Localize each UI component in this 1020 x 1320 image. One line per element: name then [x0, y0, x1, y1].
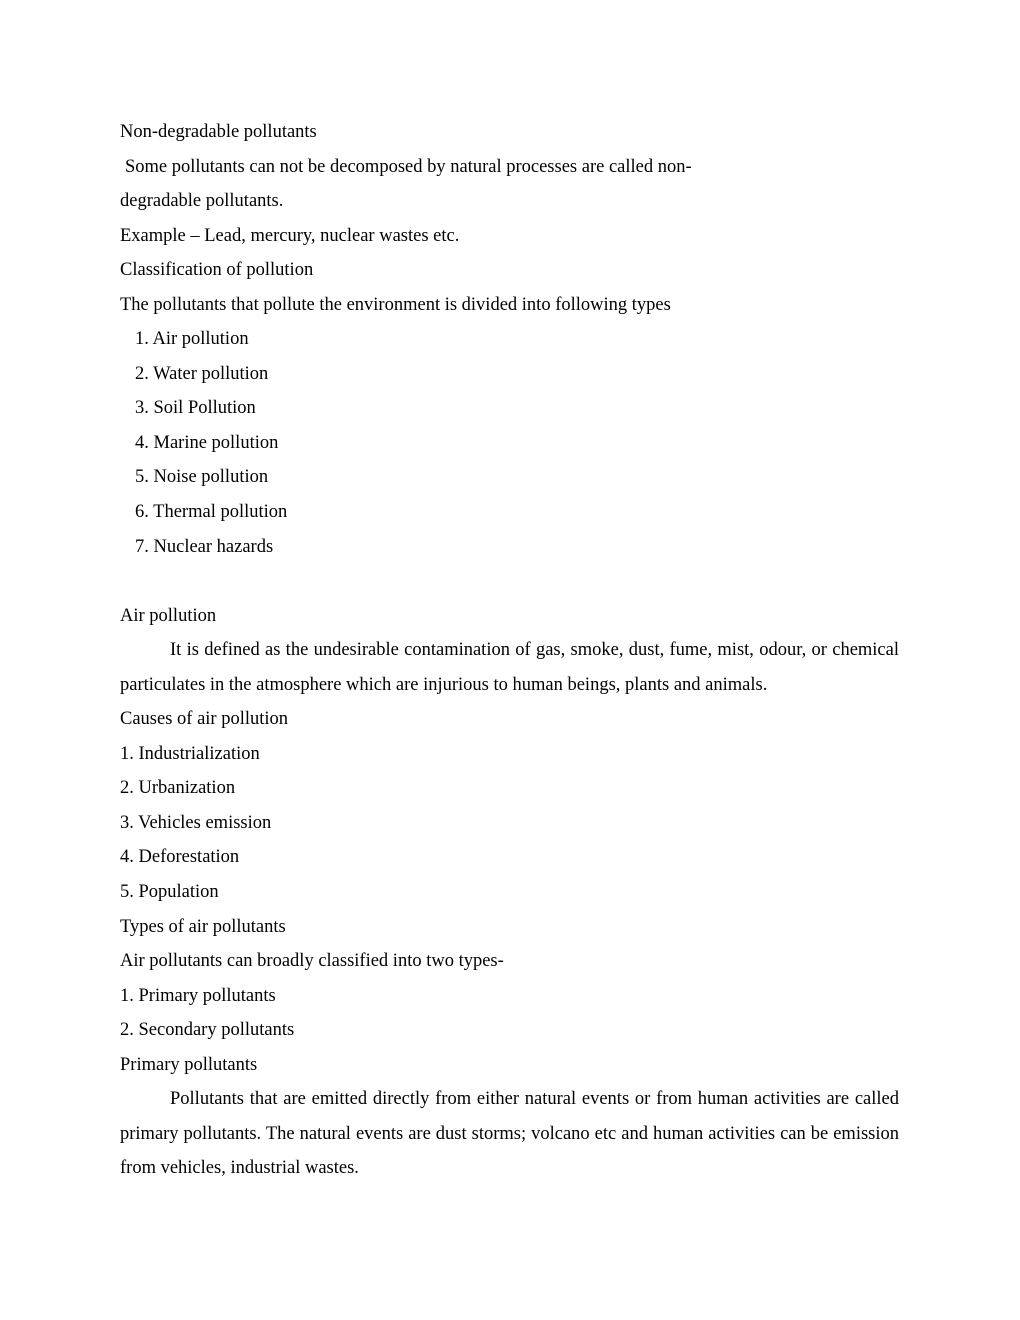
list-item: 2. Secondary pollutants — [120, 1020, 295, 1041]
list-item: 1. Air pollution — [135, 329, 249, 350]
classification-list — [120, 327, 899, 569]
list-item: 5. Population — [120, 882, 219, 903]
non-degradable-definition-line-1: Some pollutants can not be decomposed by natural processes are called non- — [125, 156, 692, 177]
air-pollution-definition — [120, 633, 899, 702]
list-item: 2. Water pollution — [135, 363, 269, 384]
air-pollution-definition-text: It is defined as the undesirable contamination of gas, smoke, dust, fume, mist, odour, or chemical particulates in the atmosphere which are injurious to human beings, plants and animals. — [120, 640, 899, 695]
causes-heading: Causes of air pollution — [120, 709, 289, 730]
types-intro: Air pollutants can broadly classified into two types- — [120, 951, 504, 972]
list-item: 4. Deforestation — [120, 847, 240, 868]
document-page — [120, 120, 899, 1191]
list-item: 1. Industrialization — [120, 743, 260, 764]
section-heading-classification: Classification of pollution — [120, 260, 314, 281]
list-item: 2. Urbanization — [120, 778, 236, 799]
non-degradable-example: Example – Lead, mercury, nuclear wastes etc. — [120, 225, 460, 246]
primary-pollutants-definition-text: Pollutants that are emitted directly from either natural events or from human activities are called primary pollutants. The natural events are dust storms; volcano etc and human activities can be emission from vehicles, industrial wastes. — [120, 1089, 899, 1179]
section-heading-non-degradable: Non-degradable pollutants — [120, 122, 317, 142]
types-heading: Types of air pollutants — [120, 916, 286, 937]
non-degradable-definition-line-2: degradable pollutants. — [120, 191, 284, 212]
list-item: 7. Nuclear hazards — [135, 536, 274, 557]
list-item: 1. Primary pollutants — [120, 985, 276, 1006]
list-item: 5. Noise pollution — [135, 467, 269, 488]
list-item: 3. Soil Pollution — [135, 398, 256, 419]
classification-intro: The pollutants that pollute the environment is divided into following types — [120, 294, 671, 315]
list-item: 4. Marine pollution — [135, 432, 279, 453]
section-heading-air-pollution: Air pollution — [120, 605, 217, 626]
primary-pollutants-definition — [120, 1082, 899, 1186]
causes-list — [120, 742, 899, 915]
section-heading-primary-pollutants: Primary pollutants — [120, 1054, 258, 1075]
list-item: 3. Vehicles emission — [120, 812, 272, 833]
list-item: 6. Thermal pollution — [135, 502, 288, 523]
blank-line — [120, 569, 899, 604]
types-list — [120, 984, 899, 1053]
